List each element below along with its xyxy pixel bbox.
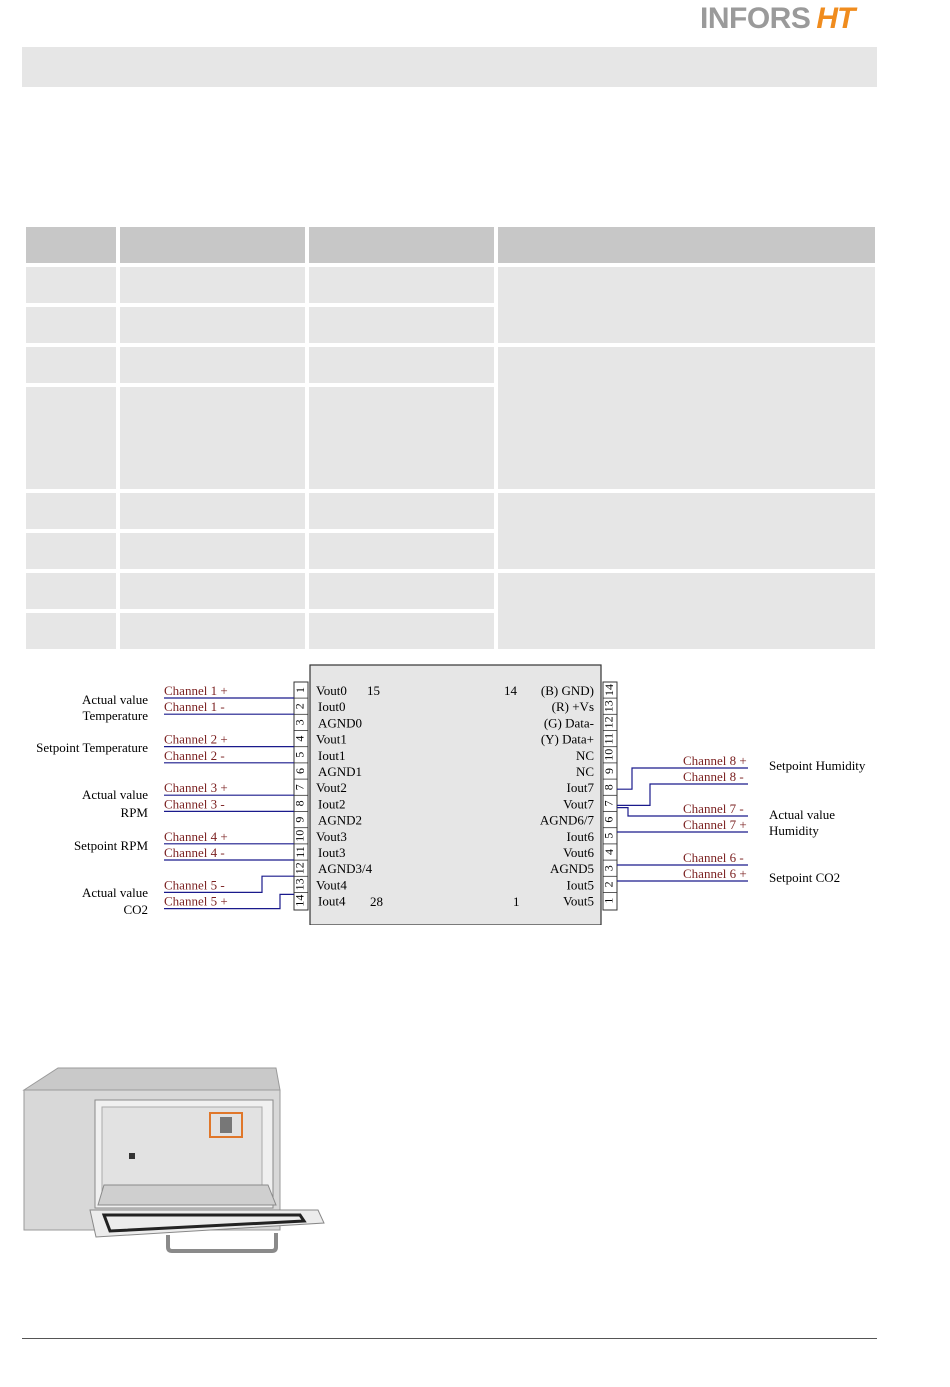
- right-channel-description: Setpoint CO2: [769, 870, 841, 885]
- right-pin-label: Iout6: [566, 828, 594, 844]
- left-channel-description: Setpoint Temperature: [36, 740, 148, 755]
- right-terminal-block: [603, 682, 617, 910]
- section-header-bar: [22, 47, 877, 87]
- table-cell: [120, 613, 305, 649]
- table-cell: [120, 573, 305, 609]
- left-channel-label: Channel 5 +: [164, 893, 228, 909]
- left-channel-label: Channel 1 +: [164, 683, 228, 698]
- left-channel-description: RPM: [120, 805, 148, 820]
- left-channel-description: Actual value: [81, 885, 148, 900]
- left-pin-number: 12: [292, 862, 307, 875]
- right-pin-number: 2: [601, 881, 616, 888]
- connector-port: [220, 1117, 232, 1133]
- pin-index-14: 14: [504, 683, 517, 698]
- right-pin-label: (R) +Vs: [551, 699, 594, 715]
- table-cell: [309, 347, 494, 383]
- right-pin-label: NC: [575, 764, 594, 779]
- pin-index-28: 28: [370, 894, 383, 909]
- left-pin-number: 5: [292, 751, 307, 758]
- left-pin-label: Iout4: [318, 893, 346, 909]
- right-pin-number: 14: [601, 684, 616, 696]
- right-channel-label: Channel 6 -: [683, 850, 744, 865]
- right-channel-label: Channel 8 -: [683, 769, 744, 784]
- right-pin-number: 12: [601, 716, 616, 729]
- table-cell: [309, 533, 494, 569]
- table-cell-description: [498, 493, 875, 569]
- left-channel-description: Actual value: [81, 787, 148, 802]
- left-channel-label: Channel 4 -: [164, 845, 225, 860]
- table-cell: [26, 533, 116, 569]
- left-channel-label: Channel 5 -: [164, 877, 225, 893]
- table-row: [26, 573, 875, 609]
- left-channel-label: Channel 4 +: [164, 828, 228, 844]
- left-channel-description: CO2: [123, 902, 148, 917]
- table-cell: [309, 613, 494, 649]
- right-channel-description: Setpoint Humidity: [769, 758, 866, 773]
- right-pin-label: AGND6/7: [539, 812, 594, 828]
- right-channel-label: Channel 7 +: [683, 817, 747, 832]
- left-terminal-block: [294, 682, 308, 910]
- footer-rule: [22, 1338, 877, 1339]
- table-header-row: [26, 227, 875, 263]
- left-pin-number: 13: [292, 878, 307, 891]
- table-header-cell: [120, 227, 305, 263]
- right-pin-number: 3: [601, 865, 616, 872]
- right-channel-label: Channel 6 +: [683, 866, 747, 881]
- left-pin-number: 3: [292, 719, 307, 726]
- table-cell: [26, 307, 116, 343]
- table-cell: [120, 307, 305, 343]
- incubator-illustration: [18, 1065, 330, 1263]
- right-pin-number: 13: [601, 700, 616, 713]
- right-pin-number: 10: [601, 748, 616, 761]
- chamber-interior: [102, 1107, 262, 1191]
- right-pin-number: 6: [601, 816, 616, 823]
- table-cell: [120, 387, 305, 489]
- pin-assignment-table: [22, 223, 879, 653]
- right-pin-number: 9: [601, 768, 616, 774]
- logo-ht-mark: HT: [816, 2, 855, 35]
- door-handle: [168, 1233, 276, 1251]
- table-cell: [309, 387, 494, 489]
- left-pin-number: 6: [292, 768, 307, 774]
- right-pin-label: Vout5: [563, 893, 594, 909]
- interior-socket: [129, 1153, 135, 1159]
- table-cell: [26, 493, 116, 529]
- table-row: [26, 493, 875, 529]
- left-pin-label: Vout1: [316, 731, 347, 747]
- left-channel-description: Setpoint RPM: [73, 838, 148, 853]
- left-pin-label: Iout2: [318, 796, 346, 812]
- right-channel-label: Channel 7 -: [683, 801, 744, 816]
- table-cell: [120, 347, 305, 383]
- connector-wiring-diagram: [0, 655, 950, 925]
- left-pin-label: AGND3/4: [318, 861, 373, 877]
- left-pin-number: 10: [292, 829, 307, 842]
- right-pin-number: 7: [601, 800, 616, 807]
- left-pin-number: 1: [292, 687, 307, 693]
- infors-ht-logo: [700, 2, 854, 36]
- pin-index-1: 1: [513, 894, 520, 909]
- right-pin-label: (B) GND): [540, 683, 594, 698]
- right-pin-label: Vout7: [563, 796, 594, 812]
- right-channel-description: Humidity: [769, 823, 819, 838]
- table-row: [26, 347, 875, 383]
- left-pin-label: Vout0: [316, 683, 347, 698]
- left-pin-number: 8: [292, 800, 307, 807]
- table-header-cell: [498, 227, 875, 263]
- right-pin-number: 5: [601, 832, 616, 839]
- left-channel-description: Actual value: [81, 692, 148, 707]
- left-pin-number: 14: [292, 894, 307, 907]
- right-channel-label: Channel 8 +: [683, 753, 747, 768]
- table-cell: [309, 307, 494, 343]
- table-cell: [309, 573, 494, 609]
- right-pin-number: 11: [601, 732, 616, 745]
- table-cell: [26, 267, 116, 303]
- left-channel-label: Channel 2 +: [164, 731, 228, 747]
- right-pin-number: 8: [601, 784, 616, 791]
- left-channel-label: Channel 3 +: [164, 780, 228, 796]
- right-pin-label: (Y) Data+: [540, 731, 594, 747]
- table-header-cell: [309, 227, 494, 263]
- logo-text: INFORS: [700, 2, 811, 35]
- table-header-cell: [26, 227, 116, 263]
- left-pin-number: 4: [292, 735, 307, 742]
- table-cell: [26, 613, 116, 649]
- left-pin-label: AGND2: [318, 812, 363, 828]
- left-pin-number: 11: [292, 846, 307, 858]
- table-row: [26, 267, 875, 303]
- left-channel-label: Channel 2 -: [164, 747, 225, 763]
- left-pin-number: 2: [292, 703, 307, 710]
- table-cell: [120, 493, 305, 529]
- table-cell: [120, 533, 305, 569]
- table-cell: [26, 347, 116, 383]
- left-pin-label: Iout0: [318, 699, 346, 715]
- right-pin-label: (G) Data-: [543, 715, 594, 731]
- left-pin-number: 9: [292, 816, 307, 823]
- right-pin-number: 1: [601, 897, 616, 904]
- table-cell: [26, 387, 116, 489]
- left-pin-label: AGND1: [318, 764, 363, 779]
- table-cell: [26, 573, 116, 609]
- left-channel-description: Temperature: [82, 708, 148, 723]
- left-pin-label: Vout2: [316, 780, 347, 796]
- table-cell-description: [498, 573, 875, 649]
- table-cell: [309, 493, 494, 529]
- right-pin-label: Vout6: [563, 845, 594, 860]
- right-pin-label: Iout7: [566, 780, 594, 796]
- left-pin-label: Vout3: [316, 828, 347, 844]
- left-channel-label: Channel 1 -: [164, 699, 225, 715]
- left-pin-number: 7: [292, 784, 307, 791]
- right-pin-number: 4: [601, 849, 616, 855]
- left-pin-label: AGND0: [318, 715, 363, 731]
- right-pin-label: Iout5: [566, 877, 594, 893]
- left-pin-label: Iout3: [318, 845, 346, 860]
- cabinet-top: [24, 1068, 280, 1090]
- table-cell: [309, 267, 494, 303]
- left-channel-label: Channel 3 -: [164, 796, 225, 812]
- pin-index-15: 15: [367, 683, 380, 698]
- table-cell: [120, 267, 305, 303]
- right-pin-label: NC: [575, 747, 594, 763]
- shelf: [98, 1185, 276, 1205]
- right-channel-description: Actual value: [769, 807, 836, 822]
- table-cell-description: [498, 267, 875, 343]
- right-pin-label: AGND5: [549, 861, 594, 877]
- left-pin-label: Vout4: [316, 877, 347, 893]
- left-pin-label: Iout1: [318, 747, 346, 763]
- table-cell-description: [498, 347, 875, 489]
